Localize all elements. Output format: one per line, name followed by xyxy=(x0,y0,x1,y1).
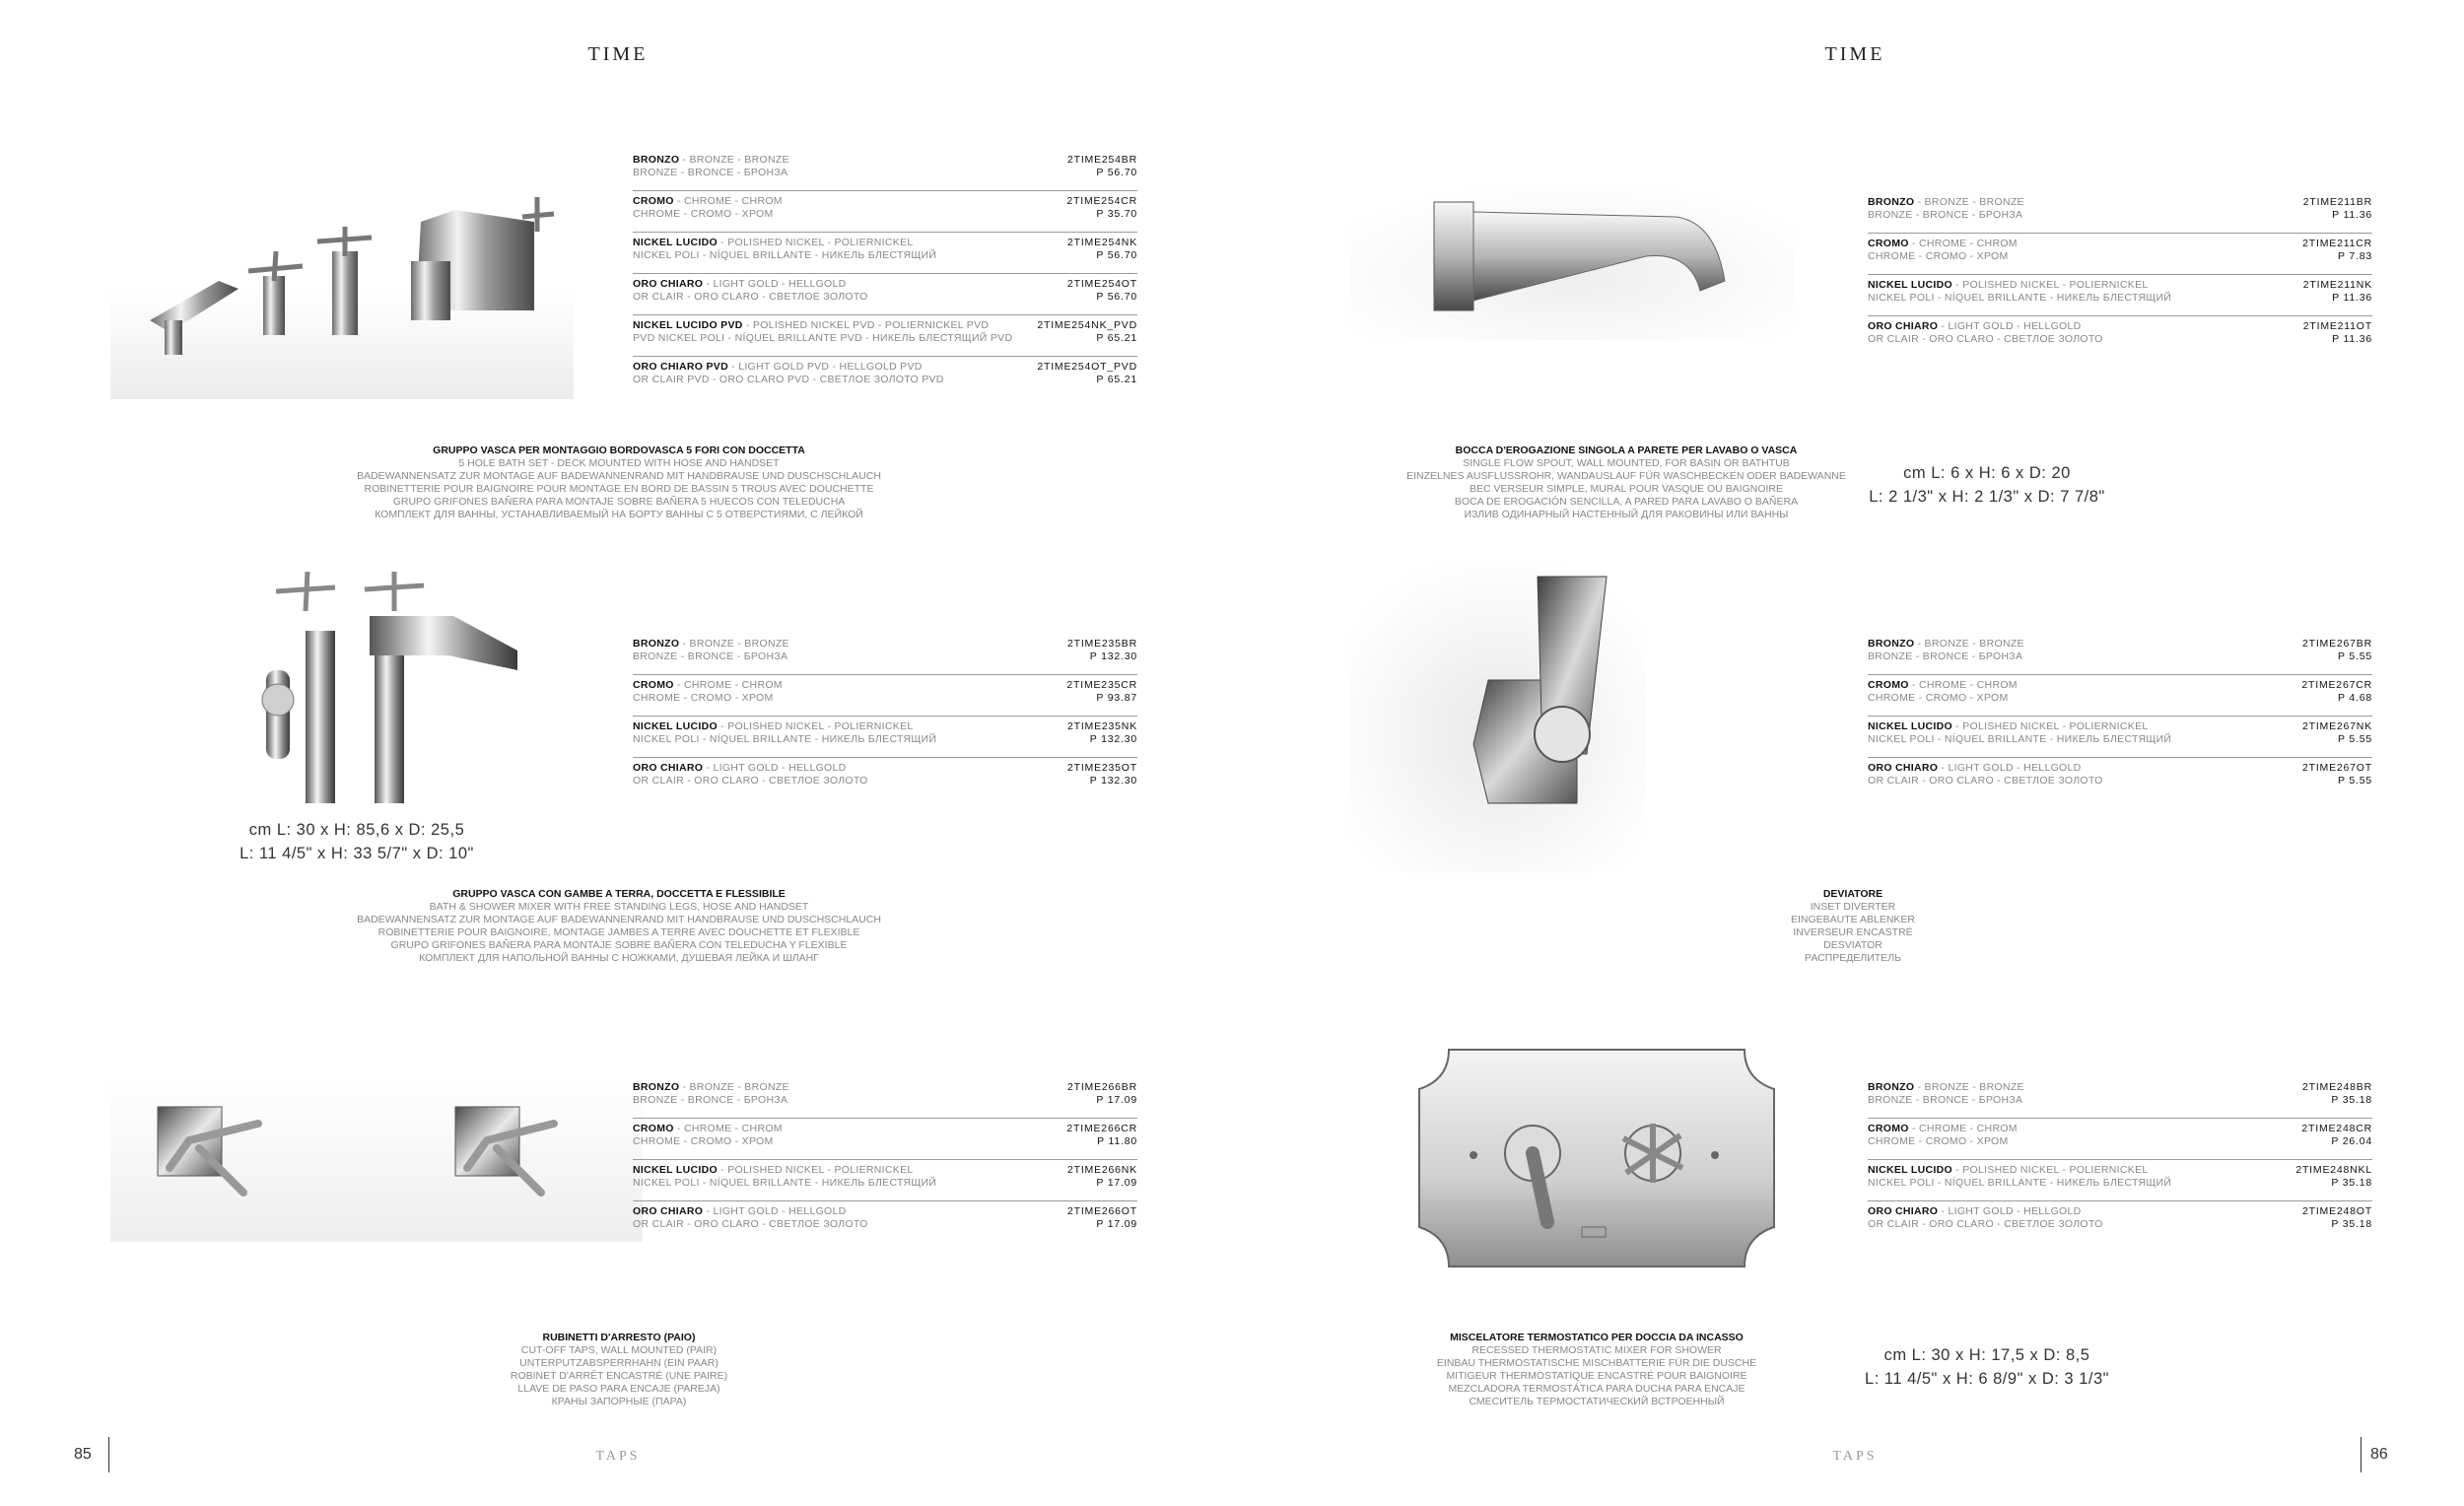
variant-table-cut-off-taps xyxy=(633,1077,1137,1243)
variant-row xyxy=(1868,275,2372,316)
variant-translations: - BRONZE - BRONZE xyxy=(1914,638,2024,650)
variant-translations-2: OR CLAIR - ORO CLARO - СВЕТЛОЕ ЗОЛОТО xyxy=(1868,775,2103,787)
variant-translations: - CHROME - CHROM xyxy=(1908,679,2018,691)
variant-translations: - LIGHT GOLD - HELLGOLD xyxy=(1938,762,2082,774)
variant-price: P 7.83 xyxy=(2338,250,2372,262)
variant-translations: - CHROME - CHROM xyxy=(1908,238,2018,249)
description-line: GRUPO GRIFONES BAÑERA PARA MONTAJE SOBRE BAÑERA 5 HUECOS CON TELEDUCHA xyxy=(392,496,846,508)
description-line: ROBINETTERIE POUR BAIGNOIRE, MONTAGE JAMBES A TERRE AVEC DOUCHETTE ET FLEXIBLE xyxy=(377,926,860,938)
variant-price: P 132.30 xyxy=(1089,775,1137,787)
variant-row xyxy=(1868,234,2372,275)
variant-translations: - POLISHED NICKEL - POLIERNICKEL xyxy=(717,237,914,248)
description-title: MISCELATORE TERMOSTATICO PER DOCCIA DA INCASSO xyxy=(1450,1332,1744,1343)
variant-row xyxy=(633,150,1137,191)
variant-row xyxy=(1868,1201,2372,1243)
right-footer-label: TAPS xyxy=(1832,1449,1878,1464)
variant-row xyxy=(1868,675,2372,717)
description-title: BOCCA D'EROGAZIONE SINGOLA A PARETE PER LAVABO O VASCA xyxy=(1455,445,1798,456)
variant-translations-2: PVD NICKEL POLI - NÍQUEL BRILLANTE PVD - НИКЕЛЬ БЛЕСТЯЩИЙ PVD xyxy=(633,332,1013,344)
variant-name: NICKEL LUCIDO xyxy=(1868,279,1952,291)
description-line: SINGLE FLOW SPOUT, WALL MOUNTED, FOR BASIN OR BATHTUB xyxy=(1463,457,1790,469)
description-line: RECESSED THERMOSTATIC MIXER FOR SHOWER xyxy=(1472,1344,1722,1356)
variant-code: 2TIME254OT xyxy=(1066,278,1137,290)
description-bath-set xyxy=(304,445,934,521)
description-line: ROBINET D'ARRÊT ENCASTRÉ (UNE PAIRE) xyxy=(510,1370,728,1382)
variant-price: P 26.04 xyxy=(2331,1135,2372,1147)
variant-translations-2: CHROME - CROMO - ХРОМ xyxy=(633,208,774,220)
variant-price: P 5.55 xyxy=(2338,650,2372,662)
description-line: DESVIATOR xyxy=(1823,939,1882,951)
variant-table-freestanding-mixer xyxy=(633,634,1137,799)
description-line: ROBINETTERIE POUR BAIGNOIRE POUR MONTAGE EN BORD DE BASSIN 5 TROUS AVEC DOUCHETTE xyxy=(364,483,874,495)
variant-code: 2TIME211OT xyxy=(2302,320,2372,332)
variant-translations: - POLISHED NICKEL PVD - POLIERNICKEL PVD xyxy=(742,319,990,331)
variant-translations: - CHROME - CHROM xyxy=(673,195,783,207)
variant-row xyxy=(633,675,1137,717)
description-line: CUT-OFF TAPS, WALL MOUNTED (PAIR) xyxy=(520,1344,718,1356)
variant-price: P 65.21 xyxy=(1096,374,1137,385)
description-line: РАСПРЕДЕЛИТЕЛЬ xyxy=(1805,952,1901,964)
dimensions-metric: cm L: 6 x H: 6 x D: 20 xyxy=(1903,464,2071,482)
description-line: КОМПЛЕКТ ДЛЯ ВАННЫ, УСТАНАВЛИВАЕМЫЙ НА БОРТУ ВАННЫ С 5 ОТВЕРСТИЯМИ, С ЛЕЙКОЙ xyxy=(375,509,863,520)
variant-price: P 93.87 xyxy=(1096,692,1137,704)
description-line: BEC VERSEUR SIMPLE, MURAL POUR VASQUE OU BAIGNOIRE xyxy=(1470,483,1783,495)
variant-translations: - LIGHT GOLD - HELLGOLD xyxy=(703,278,847,290)
variant-code: 2TIME266NK xyxy=(1066,1164,1137,1176)
variant-price: P 5.55 xyxy=(2338,733,2372,745)
variant-code: 2TIME235CR xyxy=(1066,679,1137,691)
variant-name: BRONZO xyxy=(1868,638,1915,650)
variant-name: CROMO xyxy=(1868,1123,1909,1134)
variant-translations: - BRONZE - BRONZE xyxy=(1914,1081,2024,1093)
left-footer-label: TAPS xyxy=(595,1449,641,1464)
dimensions-metric: cm L: 30 x H: 85,6 x D: 25,5 xyxy=(248,821,465,839)
description-line: UNTERPUTZABSPERRHAHN (EIN PAAR) xyxy=(519,1357,719,1369)
variant-name: NICKEL LUCIDO xyxy=(1868,720,1952,732)
variant-translations: - POLISHED NICKEL - POLIERNICKEL xyxy=(1951,279,2149,291)
variant-code: 2TIME267NK xyxy=(2301,720,2372,732)
variant-price: P 65.21 xyxy=(1096,332,1137,344)
variant-name: BRONZO xyxy=(633,154,680,166)
description-inset-diverter xyxy=(1538,888,2168,965)
variant-price: P 11.36 xyxy=(2332,209,2372,221)
variant-name: CROMO xyxy=(633,1123,674,1134)
variant-price: P 35.18 xyxy=(2331,1094,2372,1106)
variant-code: 2TIME211NK xyxy=(2302,279,2372,291)
description-line: LLAVE DE PASO PARA ENCAJE (PAREJA) xyxy=(517,1383,720,1395)
dimensions-imperial: L: 11 4/5" x H: 33 5/7" x D: 10" xyxy=(240,845,474,862)
variant-translations: - POLISHED NICKEL - POLIERNICKEL xyxy=(717,720,914,732)
description-line: INVERSEUR ENCASTRÉ xyxy=(1793,926,1913,938)
variant-translations: - POLISHED NICKEL - POLIERNICKEL xyxy=(1951,720,2149,732)
variant-name: ORO CHIARO xyxy=(633,1205,704,1217)
variant-price: P 132.30 xyxy=(1089,733,1137,745)
variant-translations: - CHROME - CHROM xyxy=(673,1123,783,1134)
description-line: КОМПЛЕКТ ДЛЯ НАПОЛЬНОЙ ВАННЫ С НОЖКАМИ, ДУШЕВАЯ ЛЕЙКА И ШЛАНГ xyxy=(419,952,819,964)
variant-translations: - LIGHT GOLD - HELLGOLD xyxy=(703,1205,847,1217)
variant-translations-2: BRONZE - BRONCE - БРОНЗА xyxy=(1868,1094,2023,1106)
variant-name: CROMO xyxy=(1868,679,1909,691)
variant-translations-2: OR CLAIR - ORO CLARO - СВЕТЛОЕ ЗОЛОТО xyxy=(1868,1218,2103,1230)
variant-code: 2TIME254CR xyxy=(1066,195,1137,207)
dimensions-freestanding-mixer xyxy=(170,818,544,865)
variant-translations: - LIGHT GOLD PVD - HELLGOLD PVD xyxy=(727,361,923,373)
description-line: EINGEBAUTE ABLENKER xyxy=(1790,914,1916,925)
variant-row xyxy=(633,634,1137,675)
variant-code: 2TIME211CR xyxy=(2302,238,2372,249)
variant-translations-2: OR CLAIR - ORO CLARO - СВЕТЛОЕ ЗОЛОТО xyxy=(633,291,868,303)
variant-row xyxy=(633,191,1137,233)
variant-price: P 56.70 xyxy=(1096,167,1137,178)
variant-name: BRONZO xyxy=(1868,1081,1915,1093)
variant-translations-2: NICKEL POLI - NÍQUEL BRILLANTE - НИКЕЛЬ БЛЕСТЯЩИЙ xyxy=(633,1177,937,1189)
variant-table-bath-set xyxy=(633,150,1137,398)
variant-translations: - LIGHT GOLD - HELLGOLD xyxy=(1938,320,2082,332)
variant-code: 2TIME235OT xyxy=(1066,762,1137,774)
variant-name: NICKEL LUCIDO xyxy=(1868,1164,1952,1176)
variant-name: ORO CHIARO xyxy=(633,762,704,774)
variant-code: 2TIME267OT xyxy=(2301,762,2372,774)
left-page-title: TIME xyxy=(587,43,649,65)
variant-code: 2TIME254NK xyxy=(1066,237,1137,248)
variant-row xyxy=(633,274,1137,315)
variant-translations-2: BRONZE - BRONCE - БРОНЗА xyxy=(633,1094,788,1106)
variant-code: 2TIME254NK_PVD xyxy=(1037,319,1137,331)
variant-row xyxy=(1868,634,2372,675)
description-wall-spout xyxy=(1311,445,1942,521)
variant-price: P 56.70 xyxy=(1096,291,1137,303)
variant-name: ORO CHIARO xyxy=(1868,320,1939,332)
variant-code: 2TIME267CR xyxy=(2301,679,2372,691)
variant-translations-2: CHROME - CROMO - ХРОМ xyxy=(1868,1135,2009,1147)
variant-translations: - BRONZE - BRONZE xyxy=(679,1081,789,1093)
description-title: GRUPPO VASCA PER MONTAGGIO BORDOVASCA 5 FORI CON DOCCETTA xyxy=(433,445,805,456)
variant-code: 2TIME235NK xyxy=(1066,720,1137,732)
description-line: MEZCLADORA TERMOSTÁTICA PARA DUCHA PARA ENCAJE xyxy=(1448,1383,1745,1395)
variant-translations: - LIGHT GOLD - HELLGOLD xyxy=(703,762,847,774)
variant-row xyxy=(633,1077,1137,1119)
variant-row xyxy=(633,1119,1137,1160)
variant-row xyxy=(1868,1119,2372,1160)
product-image-freestanding-mixer xyxy=(246,572,532,803)
variant-name: NICKEL LUCIDO PVD xyxy=(633,319,743,331)
variant-name: ORO CHIARO xyxy=(633,278,704,290)
variant-translations: - CHROME - CHROM xyxy=(673,679,783,691)
variant-translations: - BRONZE - BRONZE xyxy=(679,638,789,650)
dimensions-imperial: L: 2 1/3" x H: 2 1/3" x D: 7 7/8" xyxy=(1869,488,2105,506)
variant-row xyxy=(1868,758,2372,799)
product-image-thermostatic-mixer xyxy=(1414,1045,1779,1271)
variant-row xyxy=(633,758,1137,799)
variant-translations-2: NICKEL POLI - NÍQUEL BRILLANTE - НИКЕЛЬ БЛЕСТЯЩИЙ xyxy=(1868,292,2172,304)
variant-price: P 11.36 xyxy=(2332,292,2372,304)
variant-name: ORO CHIARO PVD xyxy=(633,361,728,373)
variant-translations-2: OR CLAIR PVD - ORO CLARO PVD - СВЕТЛОЕ ЗОЛОТО PVD xyxy=(633,374,944,385)
variant-translations: - POLISHED NICKEL - POLIERNICKEL xyxy=(1951,1164,2149,1176)
variant-name: CROMO xyxy=(1868,238,1909,249)
product-image-bath-set-5-hole xyxy=(110,172,574,399)
variant-table-thermostatic-mixer xyxy=(1868,1077,2372,1243)
variant-translations-2: CHROME - CROMO - ХРОМ xyxy=(1868,692,2009,704)
dimensions-metric: cm L: 30 x H: 17,5 x D: 8,5 xyxy=(1883,1346,2090,1364)
description-line: EINBAU THERMOSTATISCHE MISCHBATTERIE FÜR DIE DUSCHE xyxy=(1436,1357,1757,1369)
variant-translations-2: CHROME - CROMO - ХРОМ xyxy=(1868,250,2009,262)
variant-translations-2: OR CLAIR - ORO CLARO - СВЕТЛОЕ ЗОЛОТО xyxy=(633,775,868,787)
variant-code: 2TIME254BR xyxy=(1066,154,1137,166)
variant-code: 2TIME235BR xyxy=(1066,638,1137,650)
variant-name: CROMO xyxy=(633,195,674,207)
variant-row xyxy=(1868,1160,2372,1201)
variant-translations-2: NICKEL POLI - NÍQUEL BRILLANTE - НИКЕЛЬ БЛЕСТЯЩИЙ xyxy=(633,733,937,745)
variant-code: 2TIME211BR xyxy=(2302,196,2372,208)
variant-translations-2: CHROME - CROMO - ХРОМ xyxy=(633,1135,774,1147)
left-footer-divider xyxy=(108,1437,109,1472)
description-line: BOCA DE EROGACIÓN SENCILLA, A PARED PARA LAVABO O BAÑERA xyxy=(1454,496,1799,508)
description-line: КРАНЫ ЗАПОРНЫЕ (ПАРА) xyxy=(551,1396,687,1407)
description-line: ИЗЛИВ ОДИНАРНЫЙ НАСТЕННЫЙ ДЛЯ РАКОВИНЫ ИЛИ ВАННЫ xyxy=(1464,509,1789,520)
variant-name: NICKEL LUCIDO xyxy=(633,1164,718,1176)
description-line: BADEWANNENSATZ ZUR MONTAGE AUF BADEWANNENRAND MIT HANDBRAUSE UND DUSCHSCHLAUCH xyxy=(357,914,881,925)
variant-row xyxy=(633,357,1137,398)
variant-code: 2TIME248BR xyxy=(2301,1081,2372,1093)
variant-price: P 17.09 xyxy=(1096,1218,1137,1230)
variant-translations-2: BRONZE - BRONCE - БРОНЗА xyxy=(633,650,788,662)
variant-price: P 35.18 xyxy=(2331,1177,2372,1189)
variant-name: NICKEL LUCIDO xyxy=(633,237,718,248)
variant-table-inset-diverter xyxy=(1868,634,2372,799)
variant-code: 2TIME248CR xyxy=(2301,1123,2372,1134)
description-line: 5 HOLE BATH SET - DECK MOUNTED WITH HOSE AND HANDSET xyxy=(458,457,780,469)
variant-code: 2TIME266OT xyxy=(1066,1205,1137,1217)
variant-translations-2: CHROME - CROMO - ХРОМ xyxy=(633,692,774,704)
variant-translations-2: NICKEL POLI - NÍQUEL BRILLANTE - НИКЕЛЬ БЛЕСТЯЩИЙ xyxy=(1868,733,2172,745)
variant-translations-2: BRONZE - BRONCE - БРОНЗА xyxy=(1868,209,2023,221)
description-thermostatic-mixer xyxy=(1281,1332,1912,1408)
variant-price: P 17.09 xyxy=(1096,1094,1137,1106)
variant-row xyxy=(633,315,1137,357)
variant-price: P 132.30 xyxy=(1089,650,1137,662)
description-title: GRUPPO VASCA CON GAMBE A TERRA, DOCCETTA E FLESSIBILE xyxy=(452,888,786,900)
description-freestanding-mixer xyxy=(304,888,934,965)
variant-price: P 35.18 xyxy=(2331,1218,2372,1230)
variant-code: 2TIME267BR xyxy=(2301,638,2372,650)
variant-code: 2TIME248OT xyxy=(2301,1205,2372,1217)
variant-translations: - POLISHED NICKEL - POLIERNICKEL xyxy=(717,1164,914,1176)
variant-table-wall-spout xyxy=(1868,192,2372,358)
variant-name: NICKEL LUCIDO xyxy=(633,720,718,732)
variant-translations: - BRONZE - BRONZE xyxy=(679,154,789,166)
description-line: INSET DIVERTER xyxy=(1810,901,1896,913)
variant-translations-2: NICKEL POLI - NÍQUEL BRILLANTE - НИКЕЛЬ БЛЕСТЯЩИЙ xyxy=(1868,1177,2172,1189)
variant-row xyxy=(1868,316,2372,358)
description-line: EINZELNES AUSFLUSSROHR, WANDAUSLAUF FÜR WASCHBECKEN ODER BADEWANNE xyxy=(1406,470,1846,482)
variant-translations: - BRONZE - BRONZE xyxy=(1914,196,2024,208)
product-image-inset-diverter xyxy=(1350,567,1646,872)
variant-translations-2: BRONZE - BRONCE - БРОНЗА xyxy=(633,167,788,178)
variant-row xyxy=(1868,192,2372,234)
variant-translations-2: OR CLAIR - ORO CLARO - СВЕТЛОЕ ЗОЛОТО xyxy=(633,1218,868,1230)
variant-code: 2TIME248NKL xyxy=(2295,1164,2372,1176)
description-line: GRUPO GRIFONES BAÑERA PARA MONTAJE SOBRE BAÑERA CON TELEDUCHA Y FLEXIBLE xyxy=(390,939,848,951)
variant-price: P 56.70 xyxy=(1096,249,1137,261)
variant-code: 2TIME266BR xyxy=(1066,1081,1137,1093)
left-page-number: 85 xyxy=(74,1446,92,1463)
description-line: СМЕСИТЕЛЬ ТЕРМОСТАТИЧЕСКИЙ ВСТРОЕННЫЙ xyxy=(1469,1396,1725,1407)
right-page-title: TIME xyxy=(1824,43,1885,65)
right-page-number: 86 xyxy=(2370,1446,2388,1463)
variant-code: 2TIME266CR xyxy=(1066,1123,1137,1134)
variant-row xyxy=(633,1160,1137,1201)
variant-translations-2: BRONZE - BRONCE - БРОНЗА xyxy=(1868,650,2023,662)
variant-row xyxy=(1868,1077,2372,1119)
product-image-wall-spout xyxy=(1350,182,1794,340)
variant-name: BRONZO xyxy=(1868,196,1915,208)
variant-name: CROMO xyxy=(633,679,674,691)
variant-translations-2: NICKEL POLI - NÍQUEL BRILLANTE - НИКЕЛЬ БЛЕСТЯЩИЙ xyxy=(633,249,937,261)
variant-name: BRONZO xyxy=(633,638,680,650)
description-line: BADEWANNENSATZ ZUR MONTAGE AUF BADEWANNENRAND MIT HANDBRAUSE UND DUSCHSCHLAUCH xyxy=(357,470,881,482)
description-title: DEVIATORE xyxy=(1822,888,1883,900)
description-cut-off-taps xyxy=(304,1332,934,1408)
variant-name: BRONZO xyxy=(633,1081,680,1093)
variant-price: P 4.68 xyxy=(2338,692,2372,704)
variant-price: P 35.70 xyxy=(1096,208,1137,220)
product-image-cut-off-taps xyxy=(110,1079,643,1242)
variant-price: P 11.80 xyxy=(1097,1135,1137,1147)
variant-translations: - LIGHT GOLD - HELLGOLD xyxy=(1938,1205,2082,1217)
variant-price: P 11.36 xyxy=(2332,333,2372,345)
variant-price: P 5.55 xyxy=(2338,775,2372,787)
description-line: BATH & SHOWER MIXER WITH FREE STANDING LEGS, HOSE AND HANDSET xyxy=(429,901,809,913)
variant-translations-2: OR CLAIR - ORO CLARO - СВЕТЛОЕ ЗОЛОТО xyxy=(1868,333,2103,345)
variant-row xyxy=(1868,717,2372,758)
variant-code: 2TIME254OT_PVD xyxy=(1037,361,1137,373)
dimensions-imperial: L: 11 4/5" x H: 6 8/9" x D: 3 1/3" xyxy=(1865,1370,2109,1388)
variant-translations: - CHROME - CHROM xyxy=(1908,1123,2018,1134)
variant-row xyxy=(633,717,1137,758)
variant-row xyxy=(633,233,1137,274)
variant-name: ORO CHIARO xyxy=(1868,762,1939,774)
description-title: RUBINETTI D'ARRESTO (PAIO) xyxy=(542,1332,696,1343)
variant-price: P 17.09 xyxy=(1096,1177,1137,1189)
variant-row xyxy=(633,1201,1137,1243)
description-line: MITIGEUR THERMOSTATIQUE ENCASTRÉ POUR BAIGNOIRE xyxy=(1446,1370,1747,1382)
variant-name: ORO CHIARO xyxy=(1868,1205,1939,1217)
